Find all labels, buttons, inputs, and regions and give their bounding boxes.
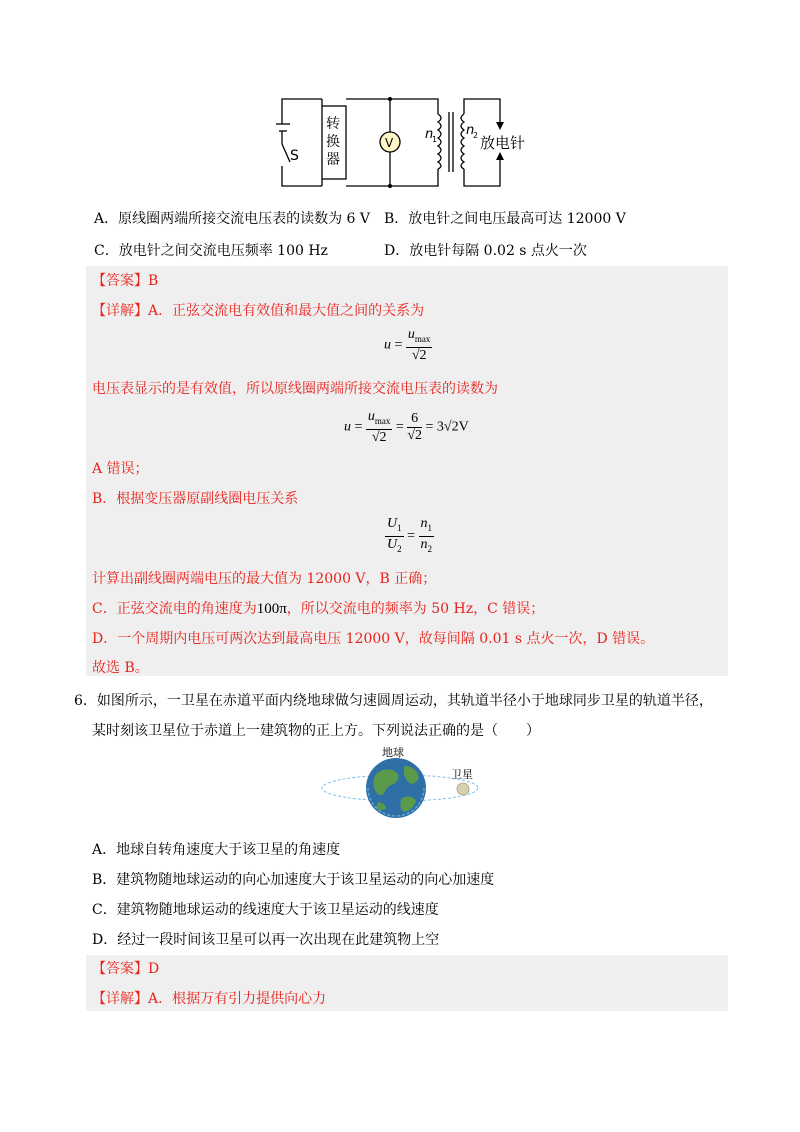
equation-1: u = $\frac{u_{max}}{√2}$ — [384, 327, 431, 363]
eq2-den-2: √2 — [407, 427, 422, 443]
satellite-label: 卫星 — [451, 768, 473, 781]
q5-line-4: B．根据变压器原副线圈电压关系 — [92, 491, 299, 507]
satellite-icon — [457, 783, 469, 795]
eq2-lhs: u — [344, 419, 351, 435]
eq3-fraction-right — [419, 516, 435, 557]
eq2-num: u — [367, 409, 375, 424]
voltmeter-label: V — [385, 136, 394, 150]
q5-option-a: A．原线圈两端所接交流电压表的读数为 6 V — [94, 211, 371, 227]
n1-sub: 1 — [432, 135, 438, 144]
n1-label: n — [425, 127, 434, 142]
q5-line-3: A 错误； — [92, 461, 149, 477]
q5-line-5: 计算出副线圈两端电压的最大值为 12000 V，B 正确； — [92, 571, 437, 587]
eq2-den: √2 — [371, 429, 387, 445]
eq2-num-sub: max — [374, 415, 391, 426]
q5-line-7: D．一个周期内电压可两次达到最高电压 12000 V，故每间隔 0.01 s 点火一次，D 错误。 — [92, 631, 655, 647]
q6-stem-line-2: 某时刻该卫星位于赤道上一建筑物的正上方。下列说法正确的是（ ） — [92, 723, 540, 739]
converter-char-1: 转 — [326, 116, 340, 132]
converter-char-2: 换 — [326, 134, 340, 150]
eq1-num-sub: max — [414, 333, 431, 344]
q5-line-6-math: 100π — [256, 601, 287, 617]
eq3-u1: U — [387, 516, 398, 531]
eq3-u2-sub: 2 — [397, 543, 402, 554]
q5-detail-a: 【详解】A．正弦交流电有效值和最大值之间的关系为 — [92, 303, 425, 319]
eq2-result: = 3√2V — [425, 419, 469, 435]
q5-line-8: 故选 B。 — [92, 660, 149, 676]
eq3-fraction-left — [385, 516, 404, 557]
q5-option-c: C．放电针之间交流电压频率 100 Hz — [94, 243, 328, 259]
eq2-fraction-1 — [366, 409, 393, 446]
q6-detail: 【详解】A．根据万有引力提供向心力 — [92, 991, 327, 1007]
q5-option-b: B．放电针之间电压最高可达 12000 V — [384, 211, 626, 227]
q6-option-c: C．建筑物随地球运动的线速度大于该卫星运动的线速度 — [92, 902, 439, 918]
equation-2: u = $\frac{u_{max}}{√2}$ = $\frac{6}{√2}$ = 3√2V — [344, 409, 469, 445]
q5-option-d: D．放电针每隔 0.02 s 点火一次 — [384, 243, 587, 259]
q5-line-6 — [92, 600, 544, 618]
n2-sub: 2 — [473, 131, 479, 140]
eq2-fraction-2 — [407, 411, 422, 444]
q6-answer: 【答案】D — [92, 961, 160, 977]
eq3-u1-sub: 1 — [397, 522, 402, 533]
equation-3: $\frac{U_1}{U_2}$ = $\frac{n_1}{n_2}$ — [385, 516, 434, 557]
eq3-u2: U — [387, 536, 398, 552]
q6-option-d: D．经过一段时间该卫星可以再一次出现在此建筑物上空 — [92, 932, 440, 948]
eq1-num: u — [407, 327, 415, 342]
n2-label: n — [466, 123, 475, 138]
q6-option-b: B．建筑物随地球运动的向心加速度大于该卫星运动的向心加速度 — [92, 872, 495, 888]
q6-option-a: A．地球自转角速度大于该卫星的角速度 — [92, 842, 341, 858]
eq3-n2-sub: 2 — [427, 543, 433, 554]
q5-line-6-post: ，所以交流电的频率为 50 Hz，C 错误； — [286, 601, 545, 617]
switch-label: S — [290, 148, 299, 164]
circuit-diagram — [268, 94, 538, 192]
q6-stem-line-1: 6．如图所示，一卫星在赤道平面内绕地球做匀速圆周运动，其轨道半径小于地球同步卫星的轨道半径， — [74, 693, 713, 709]
converter-char-3: 器 — [326, 152, 340, 168]
q5-answer: 【答案】B — [92, 273, 159, 289]
eq2-num-2: 6 — [407, 411, 422, 428]
eq1-den: √2 — [411, 347, 427, 363]
needle-label: 放电针 — [480, 134, 526, 152]
earth-satellite-figure — [318, 744, 488, 822]
eq3-n1: n — [420, 516, 428, 531]
eq1-lhs: u — [384, 337, 391, 353]
eq1-fraction — [406, 327, 433, 364]
q5-line-6-pre: C．正弦交流电的角速度为 — [92, 601, 257, 617]
eq3-n1-sub: 1 — [427, 522, 433, 533]
eq3-n2: n — [420, 536, 428, 552]
q5-line-2: 电压表显示的是有效值，所以原线圈两端所接交流电压表的读数为 — [92, 381, 498, 397]
earth-label: 地球 — [382, 746, 404, 759]
